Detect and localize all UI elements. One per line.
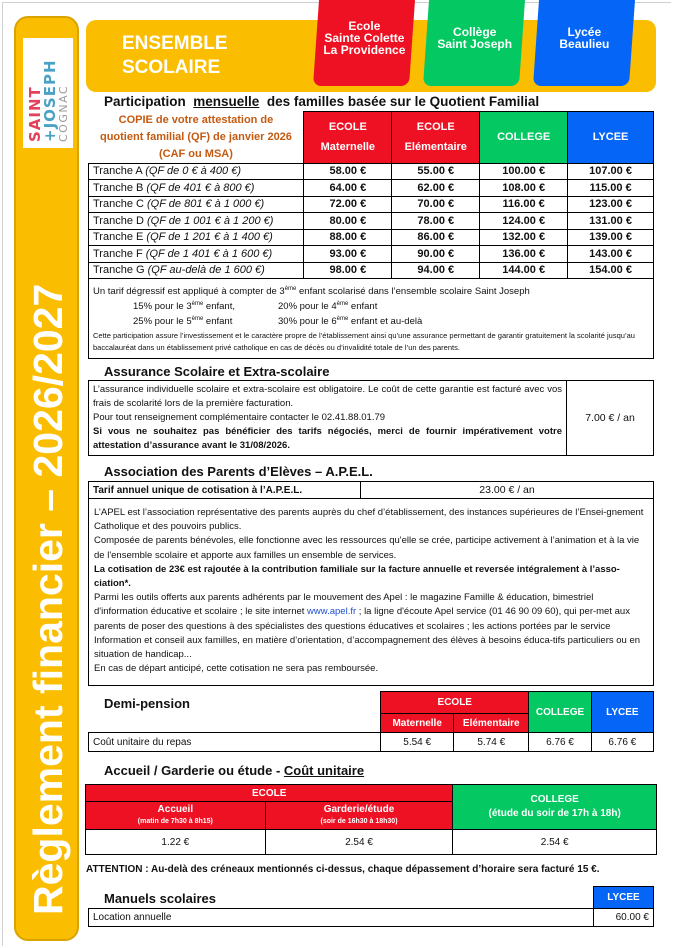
tab-college: Collège Saint Joseph bbox=[423, 0, 525, 86]
col-lycee: LYCEE bbox=[568, 112, 654, 164]
apel-price: 23.00 € / an bbox=[361, 482, 654, 499]
table-row: 1.22 € 2.54 € 2.54 € bbox=[86, 830, 657, 855]
qf-note: COPIE de votre attestation de quotient familial (QF) de janvier 2026 (CAF ou MSA) bbox=[99, 113, 292, 160]
apel-tarif-table: Tarif annuel unique de cotisation à l’A.P.E.L. 23.00 € / an bbox=[88, 481, 654, 499]
accueil-title: Accueil / Garderie ou étude - Coût unitaire bbox=[104, 763, 365, 778]
tab-lycee: Lycée Beaulieu bbox=[533, 0, 635, 86]
participation-title: Participation mensuelle des familles basée sur le Quotient Familial bbox=[104, 94, 540, 109]
demi-pension-table: ECOLE COLLEGE LYCEE Maternelle Elémentaire Coût unitaire du repas 5.54 € 5.74 € 6.76 € 6.76 € bbox=[88, 691, 654, 752]
school-logo bbox=[23, 38, 73, 148]
tab-ecole: Ecole Sainte Colette La Providence bbox=[313, 0, 415, 86]
sidebar bbox=[14, 16, 79, 941]
apel-website-link[interactable]: www.apel.fr bbox=[307, 606, 357, 618]
manuels-table: LYCEE Location annuelle 60.00 € bbox=[88, 886, 654, 927]
table-row: Coût unitaire du repas 5.54 € 5.74 € 6.76 € 6.76 € bbox=[89, 733, 654, 752]
table-row: Location annuelle 60.00 € bbox=[89, 909, 654, 927]
degressif-row: Un tarif dégressif est appliqué à compter de 3ème enfant scolarisé dans l’ensemble scolaire Saint Joseph 15% pour le 3ème enfant, 20% pour le 4ème enfant 25% pour le 5ème enfant 30% pour le 6ème enfant et au-delà Cette participation assure l’investissement et le caractère propre de l’établissement ainsi qu’une assurance permettant de garantir gratuitement la scolarité jusqu’au baccalauréat dans un établissement privé catholique en cas de décès ou d’invalidité totale de l’un des parents. bbox=[89, 279, 654, 359]
table-row: Tranche G (QF au-delà de 1 600 €) 98.00 € 94.00 € 144.00 € 154.00 € bbox=[89, 262, 654, 279]
accueil-table: ECOLE COLLEGE (étude du soir de 17h à 18h) Accueil (matin de 7h30 à 8h15) Garderie/étude (soir de 16h30 à 18h30) 1.22 € 2.54 € 2.54 € bbox=[85, 784, 657, 855]
header-banner bbox=[86, 20, 656, 92]
assurance-table: L’assurance individuelle scolaire et extra-scolaire est obligatoire. Le coût de cette garantie est facturé avec vos frais de scolarité lors de la première facturation. Pour tout renseignement complémentaire contacter le 02.41.88.01.79 Si vous ne souhaitez pas bénéficier des tarifs négociés, merci de fournir impérativement votre attestation d’assurance avant le 31/08/2026. 7.00 € / an bbox=[88, 380, 654, 456]
table-row: Tranche E (QF de 1 201 € à 1 400 €) 88.00 € 86.00 € 132.00 € 139.00 € bbox=[89, 229, 654, 246]
participation-table bbox=[88, 111, 654, 359]
assurance-price: 7.00 € / an bbox=[567, 381, 654, 456]
manuels-title: Manuels scolaires bbox=[104, 891, 216, 906]
table-row: Tranche A (QF de 0 € à 400 €) 58.00 € 55.00 € 100.00 € 107.00 € bbox=[89, 163, 654, 180]
table-row: Tranche C (QF de 801 € à 1 000 €) 72.00 € 70.00 € 116.00 € 123.00 € bbox=[89, 196, 654, 213]
logo-saint: SAINT bbox=[25, 86, 44, 142]
demi-pension-title: Demi-pension bbox=[104, 696, 190, 711]
col-ecole-maternelle: ECOLE Maternelle bbox=[304, 112, 392, 164]
col-college: COLLEGE bbox=[480, 112, 568, 164]
table-row: Tranche B (QF de 401 € à 800 €) 64.00 € 62.00 € 108.00 € 115.00 € bbox=[89, 180, 654, 197]
apel-title: Association des Parents d’Elèves – A.P.E.L. bbox=[104, 464, 373, 479]
document-title: Règlement financier – 2026/2027 bbox=[25, 283, 71, 915]
banner-title: ENSEMBLE SCOLAIRE bbox=[122, 33, 228, 78]
logo-joseph: +JOSEPH bbox=[40, 59, 59, 142]
table-row: Tranche D (QF de 1 001 € à 1 200 €) 80.00 € 78.00 € 124.00 € 131.00 € bbox=[89, 213, 654, 230]
col-ecole-elementaire: ECOLE Elémentaire bbox=[392, 112, 480, 164]
attention-note: ATTENTION : Au-delà des créneaux mentionnés ci-dessus, chaque dépassement d’horaire sera facturé 15 €. bbox=[86, 864, 600, 875]
assurance-title: Assurance Scolaire et Extra-scolaire bbox=[104, 364, 330, 379]
apel-description: L’APEL est l’association représentative des parents auprès du chef d’établissement, des instances supérieures de l’Ensei-gnement Catholique et des pouvoirs publics. Composée de parents bénévoles, elle fonctionne avec les ressources qu'elle se crée, participe activement à l’animation et à la vie de l'ensemble scolaire et apporte aux familles un ensemble de services. La cotisation de 23€ est rajoutée à la contribution familiale sur la facture annuelle et reversée intégralement à l’asso-ciation*. Parmi les outils offerts aux parents adhérents par le mouvement des Apel : le magazine Famille & éducation, bimestriel d'information éducative et scolaire ; le site internet www.apel.fr ; la ligne d'écoute Apel service (01 46 90 09 60), qui per-met aux parents de poser des questions à des spécialistes des questions éducatives et scolaires ; les actions portées par le service Information et conseil aux familles, en matière d’orientation, d’accompagnement des élèves à besoins éduca-tifs particuliers ou en situation de handicap... En cas de départ anticipé, cette cotisation ne sera pas remboursée. bbox=[88, 498, 654, 686]
table-row: Tranche F (QF de 1 401 € à 1 600 €) 93.00 € 90.00 € 136.00 € 143.00 € bbox=[89, 246, 654, 263]
logo-cognac: COGNAC bbox=[56, 84, 70, 142]
